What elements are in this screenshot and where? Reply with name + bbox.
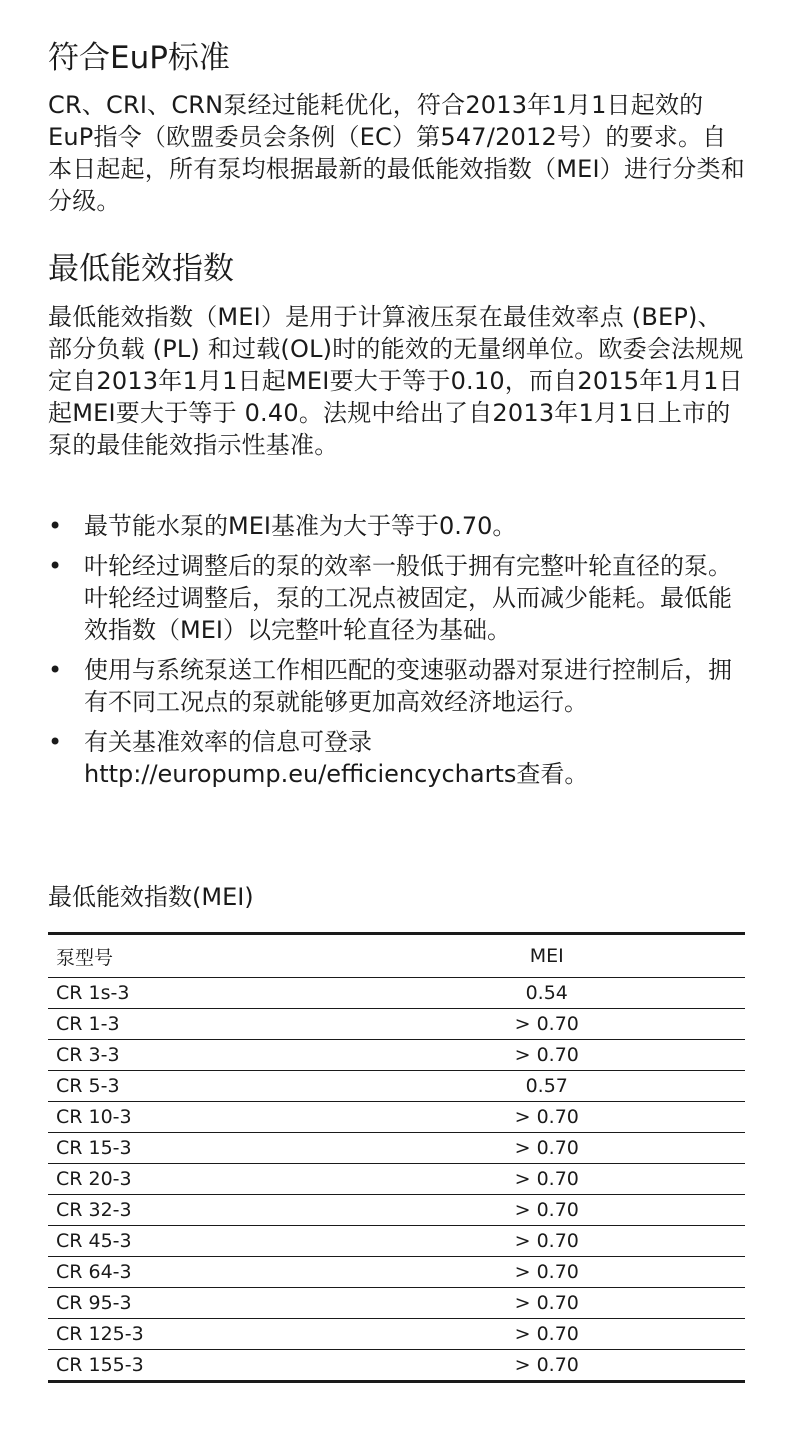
cell-mei-value: > 0.70 [397,1257,746,1288]
cell-pump-model: CR 45-3 [48,1226,397,1257]
table-row [48,1288,745,1319]
table-row [48,978,745,1009]
cell-mei-value: > 0.70 [397,1319,746,1350]
bullet-dot-icon: • [48,728,63,756]
table-body [48,978,745,1382]
section-title-eup: 符合EuP标准 [48,40,230,76]
bullet-dot-icon: • [48,552,63,580]
bullet-item [48,510,745,542]
table-row [48,1009,745,1040]
cell-mei-value: > 0.70 [397,1102,746,1133]
cell-mei-value: > 0.70 [397,1164,746,1195]
table-header-row [48,934,745,978]
bullet-item [48,726,745,790]
cell-pump-model: CR 15-3 [48,1133,397,1164]
cell-pump-model: CR 155-3 [48,1350,397,1382]
paragraph-eup: CR、CRI、CRN泵经过能耗优化，符合2013年1月1日起效的EuP指令（欧盟委员会条例（EC）第547/2012号）的要求。自本日起起，所有泵均根据最新的最低能效指数（MEI）进行分类和分级。 [48,91,745,215]
table-row [48,1071,745,1102]
table-row [48,1195,745,1226]
cell-mei-value: 0.57 [397,1071,746,1102]
section-title-mei: 最低能效指数 [48,251,234,287]
bullet-item [48,654,745,718]
table-row [48,1040,745,1071]
table-row [48,1133,745,1164]
cell-mei-value: 0.54 [397,978,746,1009]
cell-mei-value: > 0.70 [397,1350,746,1382]
cell-pump-model: CR 3-3 [48,1040,397,1071]
bullet-text: 使用与系统泵送工作相匹配的变速驱动器对泵进行控制后，拥有不同工况点的泵就能够更加高效经济地运行。 [84,656,732,716]
bullet-item [48,550,745,646]
table-row [48,1257,745,1288]
cell-pump-model: CR 5-3 [48,1071,397,1102]
cell-pump-model: CR 1s-3 [48,978,397,1009]
cell-pump-model: CR 20-3 [48,1164,397,1195]
mei-table [48,932,745,1383]
cell-pump-model: CR 95-3 [48,1288,397,1319]
table-row [48,1102,745,1133]
cell-mei-value: > 0.70 [397,1226,746,1257]
cell-pump-model: CR 1-3 [48,1009,397,1040]
cell-pump-model: CR 10-3 [48,1102,397,1133]
bullet-dot-icon: • [48,512,63,540]
header-pump-model: 泵型号 [48,934,397,978]
cell-mei-value: > 0.70 [397,1288,746,1319]
table-row [48,1350,745,1382]
cell-pump-model: CR 32-3 [48,1195,397,1226]
bullet-dot-icon: • [48,656,63,684]
bullet-list [48,510,745,798]
cell-mei-value: > 0.70 [397,1040,746,1071]
cell-mei-value: > 0.70 [397,1195,746,1226]
table-title: 最低能效指数(MEI) [48,883,254,911]
bullet-text: 最节能水泵的MEI基准为大于等于0.70。 [84,512,517,540]
header-mei: MEI [397,934,746,978]
paragraph-mei: 最低能效指数（MEI）是用于计算液压泵在最佳效率点 (BEP)、部分负载 (PL) 和过载(OL)时的能效的无量纲单位。欧委会法规规定自2013年1月1日起MEI要大于等于0.10，而自2015年1月1日起MEI要大于等于 0.40。法规中给出了自2013年1月1日上市的泵的最佳能效指示性基准。 [48,303,744,459]
table-row [48,1164,745,1195]
table-row [48,1226,745,1257]
table-row [48,1319,745,1350]
cell-pump-model: CR 64-3 [48,1257,397,1288]
bullet-text: 有关基准效率的信息可登录 http://europump.eu/efficiencycharts查看。 [84,728,589,788]
cell-mei-value: > 0.70 [397,1009,746,1040]
cell-mei-value: > 0.70 [397,1133,746,1164]
bullet-text: 叶轮经过调整后的泵的效率一般低于拥有完整叶轮直径的泵。叶轮经过调整后，泵的工况点被固定，从而减少能耗。最低能效指数（MEI）以完整叶轮直径为基础。 [84,552,732,644]
cell-pump-model: CR 125-3 [48,1319,397,1350]
